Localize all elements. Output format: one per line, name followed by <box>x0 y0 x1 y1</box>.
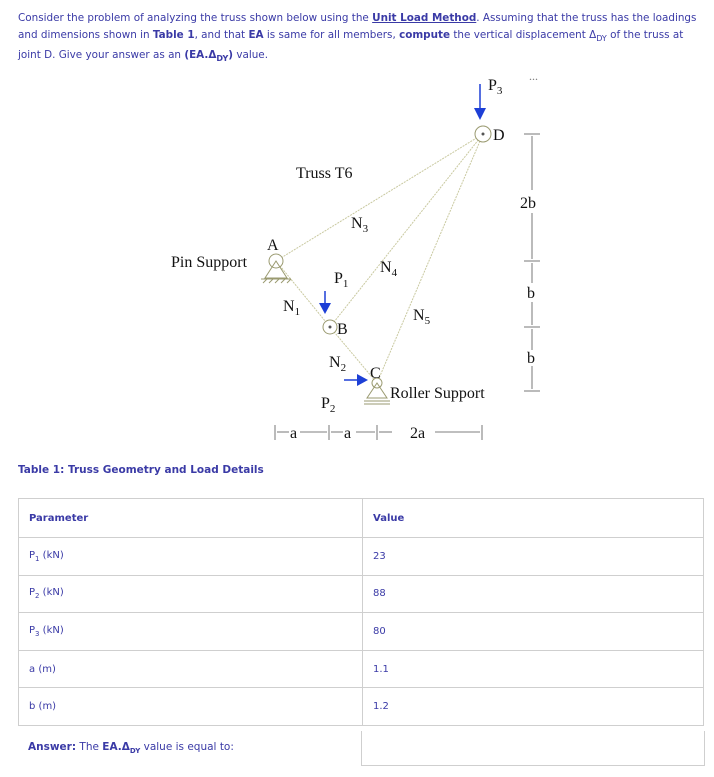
param-cell: b (m) <box>19 688 363 726</box>
joint-a-label: A <box>267 237 279 254</box>
value-cell: 1.1 <box>363 650 704 688</box>
parameters-table <box>18 498 704 726</box>
member-n3-label: $N_3$ <box>351 215 369 235</box>
member-n1-label: $N_1$ <box>283 298 301 318</box>
param-cell: $P_2$ (kN) <box>19 575 363 613</box>
member-n2-label: $N_2$ <box>329 354 347 374</box>
value-cell: 23 <box>363 538 704 576</box>
member-n1 <box>276 261 330 327</box>
table-header-row <box>19 499 704 538</box>
load-p3-label: $P_3$ <box>488 77 503 97</box>
dim-2b-label: 2b <box>520 195 536 212</box>
load-p2-arrow <box>344 374 368 386</box>
table-row <box>19 575 704 613</box>
load-p1-arrow <box>319 291 331 314</box>
dim-a2-label: a <box>344 425 352 442</box>
question-text: Consider the problem of analyzing the truss shown below using the Unit Load Method. Assuming that the truss has the loadings and dimensions shown in Table 1, and that EA is same for all members, compute the vertical displacement $\Delta_{DY}$ of the truss at joint D. Give your answer as an $(EA.\Delta_{DY})$ value. <box>18 12 697 64</box>
value-cell: 88 <box>363 575 704 613</box>
pin-support-label: Pin Support <box>171 254 248 271</box>
value-cell: 1.2 <box>363 688 704 726</box>
joint-b-label: B <box>337 321 348 338</box>
table-row <box>19 538 704 576</box>
member-n5 <box>377 134 483 383</box>
header-value: Value <box>363 499 704 538</box>
unit-load-method-link: Unit Load Method <box>372 12 477 24</box>
joint-d-label: D <box>493 127 505 144</box>
dim-b2-label: b <box>527 350 535 367</box>
param-cell: $P_3$ (kN) <box>19 613 363 651</box>
more-icon[interactable]: ... <box>529 69 538 83</box>
dim-2a-label: 2a <box>410 425 426 442</box>
table-row <box>19 650 704 688</box>
value-cell: 80 <box>363 613 704 651</box>
member-n5-label: $N_5$ <box>413 307 431 327</box>
dim-a1-label: a <box>290 425 298 442</box>
param-cell: $P_1$ (kN) <box>19 538 363 576</box>
roller-support-label: Roller Support <box>390 385 485 402</box>
member-n3 <box>276 134 483 261</box>
answer-input[interactable] <box>361 731 705 766</box>
pin-support-icon <box>261 254 291 283</box>
member-n4-label: $N_4$ <box>380 259 398 279</box>
horizontal-dimension <box>275 425 482 440</box>
load-p1-label: $P_1$ <box>334 270 349 290</box>
table-row <box>19 688 704 726</box>
diagram-title: Truss T6 <box>296 165 353 182</box>
table-row <box>19 613 704 651</box>
dim-b1-label: b <box>527 285 535 302</box>
answer-label: Answer: The $EA.\Delta_{DY}$ value is equal to: <box>28 741 234 756</box>
joint-c-label: C <box>370 365 381 382</box>
header-parameter: Parameter <box>19 499 363 538</box>
load-p3-arrow <box>474 84 486 120</box>
param-cell: a (m) <box>19 650 363 688</box>
load-p2-label: $P_2$ <box>321 395 336 415</box>
table-caption: Table 1: Truss Geometry and Load Details <box>18 464 264 476</box>
